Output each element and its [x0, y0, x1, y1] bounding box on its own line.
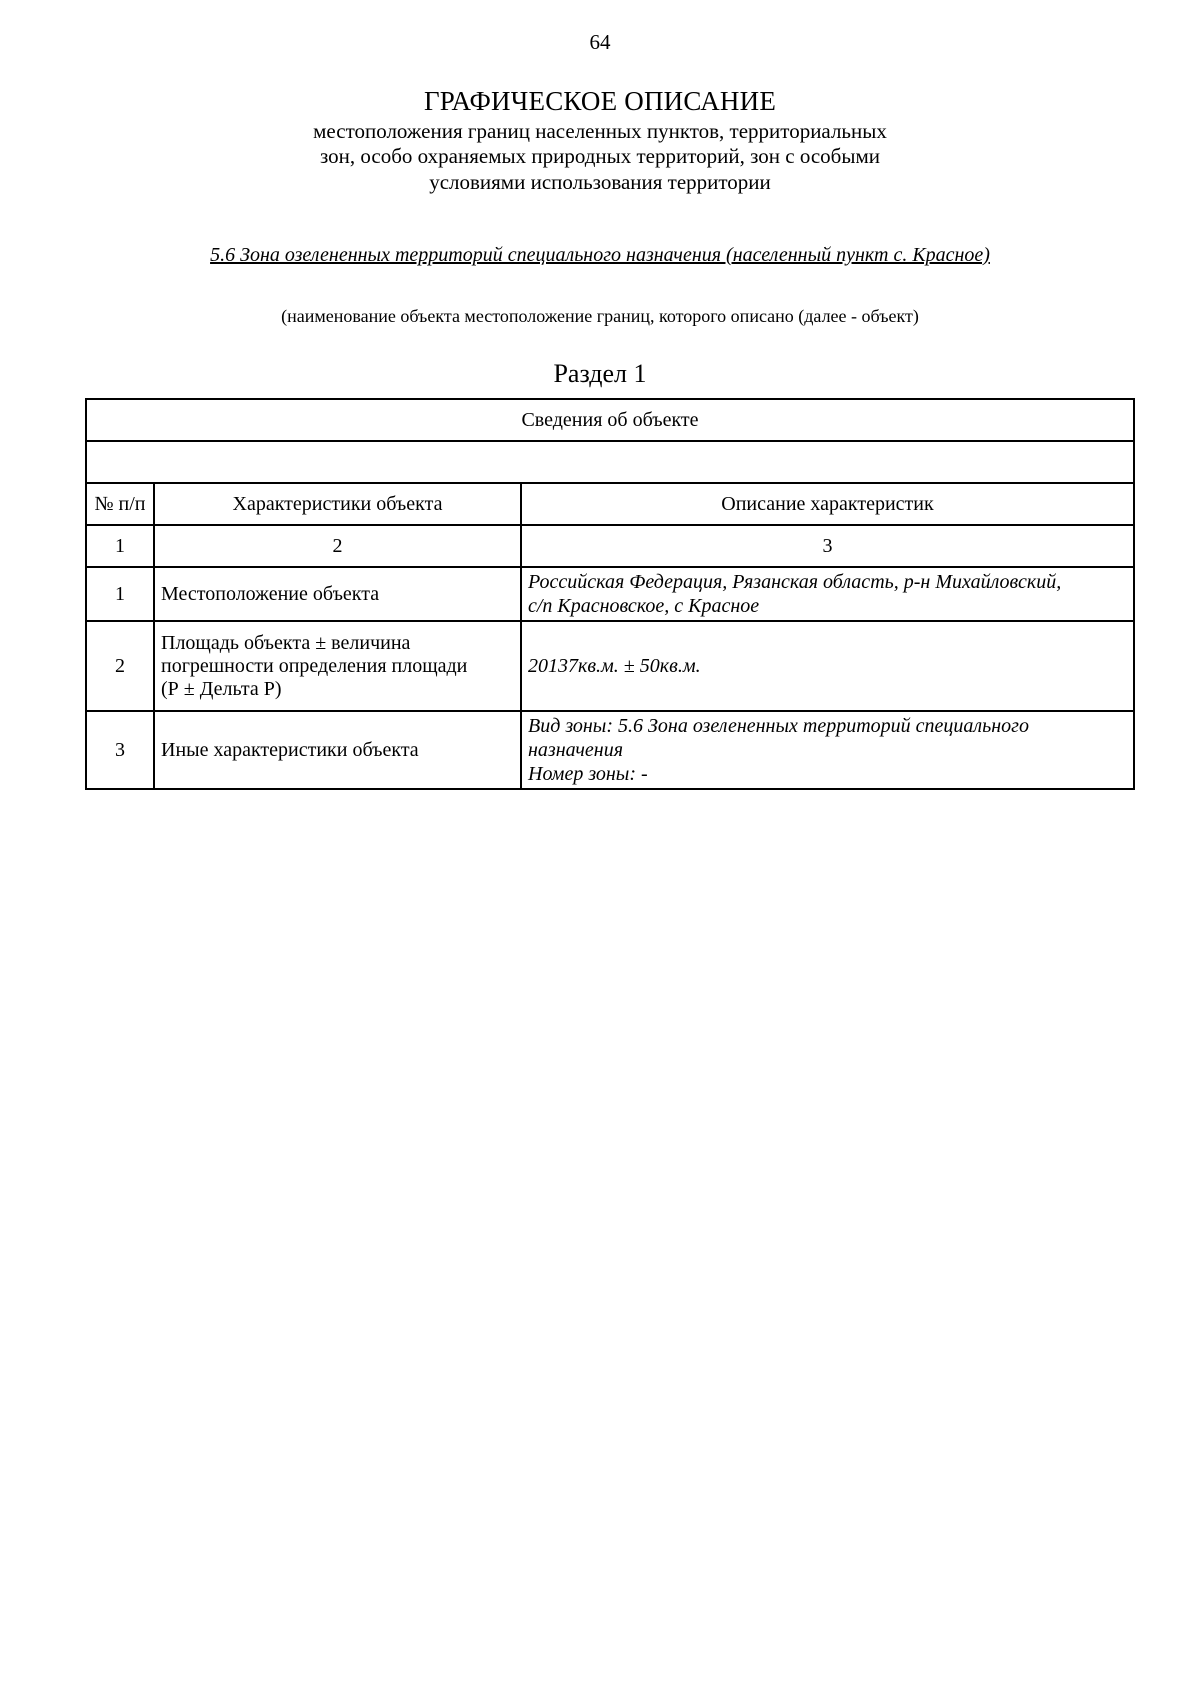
row-description	[521, 711, 1134, 789]
table-row	[86, 711, 1134, 789]
row-description-line: с/п Красновское, с Красное	[528, 595, 760, 617]
header-characteristic: Характеристики объекта	[154, 483, 521, 525]
row-characteristic-line: Площадь объекта ± величина	[161, 631, 411, 654]
row-number: 3	[86, 711, 154, 789]
column-number-1: 1	[86, 525, 154, 567]
section-title: Раздел 1	[553, 359, 647, 388]
row-description-line: Номер зоны: -	[528, 763, 648, 785]
table-empty-row	[86, 441, 1134, 483]
subtitle-line-2: зон, особо охраняемых природных территорий, зон с особыми	[319, 144, 881, 168]
row-characteristic	[154, 711, 521, 789]
table-row	[86, 567, 1134, 621]
row-number: 2	[86, 621, 154, 711]
row-number: 1	[86, 567, 154, 621]
table-caption-row	[86, 399, 1134, 441]
row-characteristic-line: погрешности определения площади	[161, 654, 468, 677]
object-info-table	[85, 398, 1135, 790]
document-title: ГРАФИЧЕСКОЕ ОПИСАНИЕ	[423, 86, 777, 116]
row-description	[521, 567, 1134, 621]
row-description-line: Вид зоны: 5.6 Зона озелененных территорий специального	[528, 715, 1029, 737]
row-characteristic	[154, 621, 521, 711]
column-number-3: 3	[521, 525, 1134, 567]
row-characteristic-line: Иные характеристики объекта	[161, 739, 419, 761]
header-description: Описание характеристик	[521, 483, 1134, 525]
table-row	[86, 621, 1134, 711]
row-description-line: 20137кв.м. ± 50кв.м.	[528, 654, 701, 677]
row-description	[521, 621, 1134, 711]
row-characteristic-line: (Р ± Дельта Р)	[161, 677, 282, 700]
row-description-line: назначения	[528, 739, 624, 761]
page-number: 64	[589, 30, 611, 54]
subtitle-line-3: условиями использования территории	[429, 170, 771, 194]
row-characteristic	[154, 567, 521, 621]
table-empty-cell	[86, 441, 1134, 483]
header-number: № п/п	[86, 483, 154, 525]
table-caption: Сведения об объекте	[86, 399, 1134, 441]
subtitle-line-1: местоположения границ населенных пунктов, территориальных	[313, 119, 887, 143]
object-caption: (наименование объекта местоположение границ, которого описано (далее - объект)	[281, 306, 919, 326]
row-description-line: Российская Федерация, Рязанская область, р-н Михайловский,	[528, 571, 1062, 593]
table-header-row	[86, 483, 1134, 525]
column-number-2: 2	[154, 525, 521, 567]
row-characteristic-line: Местоположение объекта	[161, 583, 380, 605]
table-column-numbers-row	[86, 525, 1134, 567]
object-name: 5.6 Зона озелененных территорий специального назначения (населенный пункт с. Красное)	[210, 244, 990, 266]
